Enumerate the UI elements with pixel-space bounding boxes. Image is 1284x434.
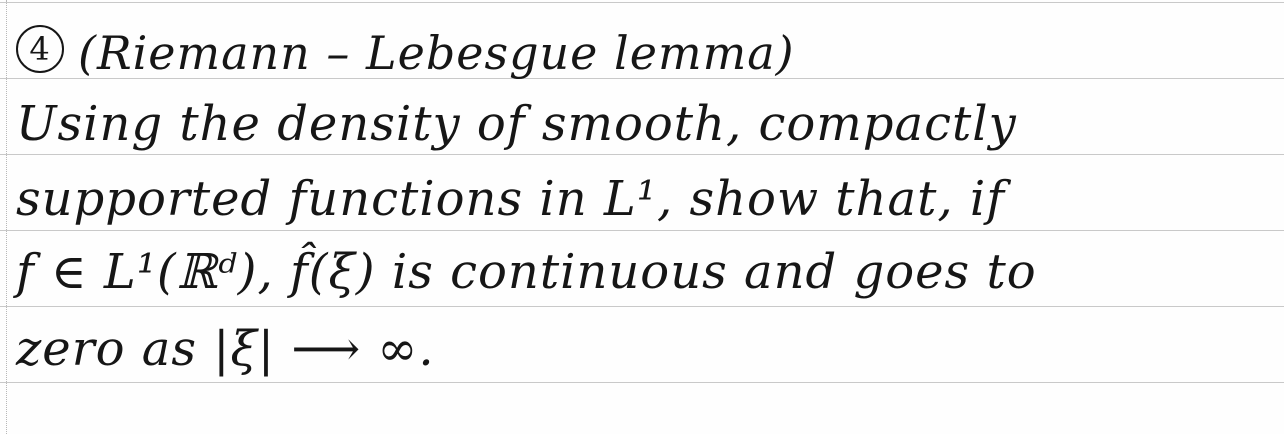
problem-heading [16,26,795,80]
problem-line-3: f ∈ L¹(ℝᵈ), f̂(ξ) is continuous and goes to [16,244,1037,300]
problem-number: 4 [16,25,64,73]
problem-line-1: Using the density of smooth, compactly [16,96,1017,152]
problem-line-4: zero as |ξ| ⟶ ∞. [16,321,435,377]
problem-line-2: supported functions in L¹, show that, if [16,171,1006,227]
problem-title: (Riemann – Lebesgue lemma) [78,26,795,80]
